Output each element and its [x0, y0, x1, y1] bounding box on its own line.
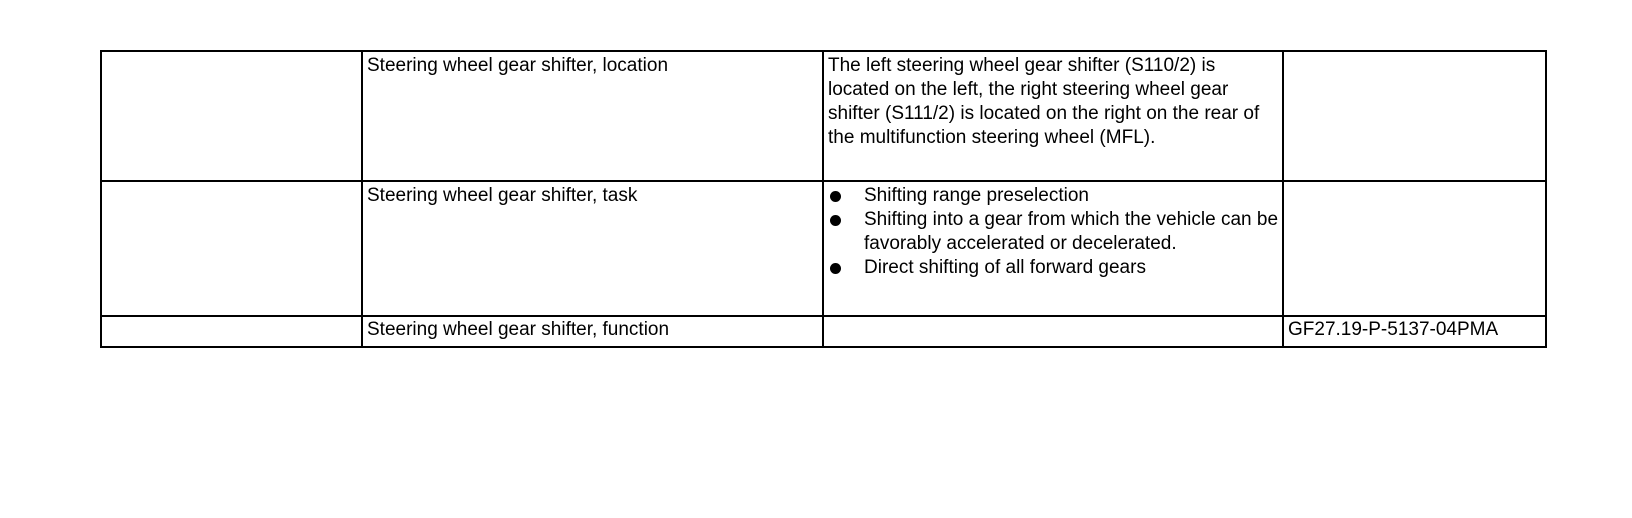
table-row — [101, 181, 1546, 316]
bullet-dot-icon — [830, 215, 841, 226]
description-cell — [823, 181, 1283, 316]
list-item — [828, 208, 1278, 256]
description-cell — [823, 316, 1283, 347]
task-bullet-list — [828, 184, 1278, 280]
list-item-text: Direct shifting of all forward gears — [864, 257, 1146, 278]
topic-cell: Steering wheel gear shifter, task — [362, 181, 823, 316]
document-table — [100, 50, 1547, 348]
topic-cell: Steering wheel gear shifter, location — [362, 51, 823, 181]
reference-cell — [1283, 181, 1546, 316]
reference-cell — [1283, 51, 1546, 181]
list-item — [828, 256, 1278, 280]
table-row — [101, 51, 1546, 181]
empty-cell — [101, 51, 362, 181]
reference-cell: GF27.19-P-5137-04PMA — [1283, 316, 1546, 347]
bullet-dot-icon — [830, 191, 841, 202]
table-row — [101, 316, 1546, 347]
list-item-text: Shifting into a gear from which the vehicle can be favorably accelerated or decelerated. — [864, 209, 1279, 254]
bullet-dot-icon — [830, 263, 841, 274]
list-item — [828, 184, 1278, 208]
topic-cell: Steering wheel gear shifter, function — [362, 316, 823, 347]
list-item-text: Shifting range preselection — [864, 185, 1089, 206]
description-cell: The left steering wheel gear shifter (S110/2) is located on the left, the right steering wheel gear shifter (S111/2) is located on the right on the rear of the multifunction steering wheel (MFL). — [823, 51, 1283, 181]
empty-cell — [101, 316, 362, 347]
empty-cell — [101, 181, 362, 316]
